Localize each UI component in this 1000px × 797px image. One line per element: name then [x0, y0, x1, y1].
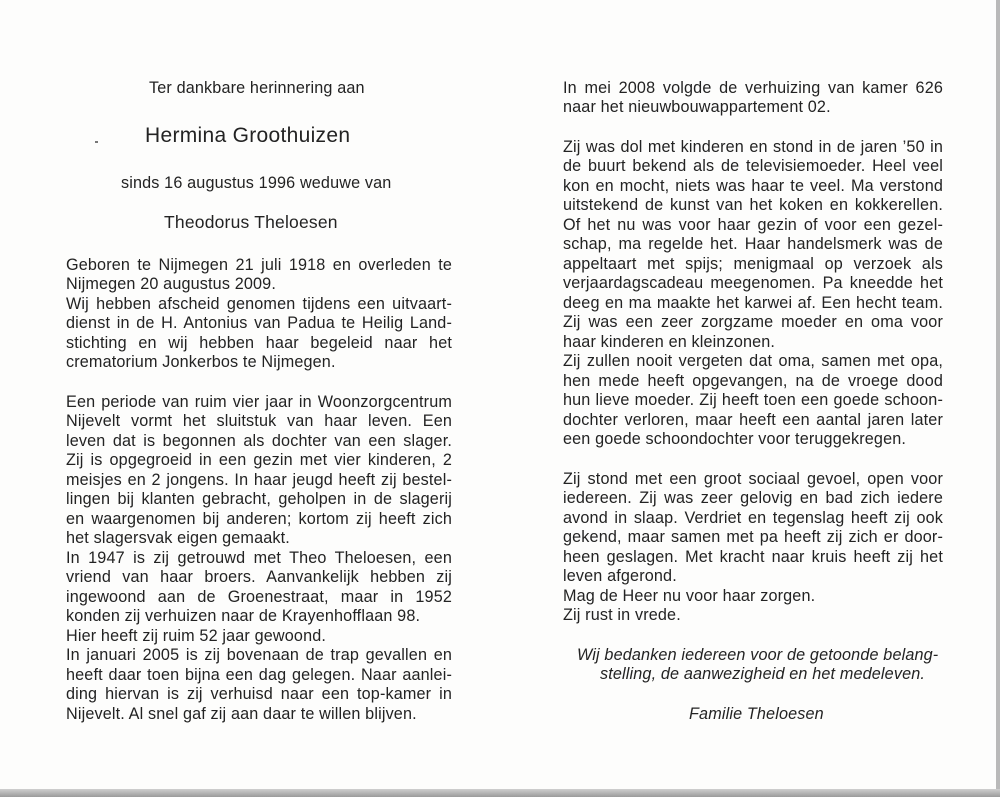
text-line: iedereen. Zij was zeer gelovig en bad zich iedere [563, 489, 943, 507]
text-line: crematorium Jonkerbos te Nijmegen. [66, 353, 336, 371]
text-line: Zij zullen nooit vergeten dat oma, samen met opa, [563, 352, 943, 370]
text-line: Een periode van ruim vier jaar in Woonzorgcentrum [66, 393, 452, 411]
text-line: Zij is opgegroeid in een gezin met vier kinderen, 2 [66, 451, 452, 469]
text-line: Zij was een zeer zorgzame moeder en oma voor [563, 313, 943, 331]
husband-name: Theodorus Theloesen [164, 212, 338, 232]
text-line: heeft daar toen bijna een dag gelegen. Naar aanlei- [66, 666, 452, 684]
text-line: appeltaart met spijs; menigmaal op verzoek als [563, 255, 943, 273]
text-line: Zij rust in vrede. [563, 606, 681, 624]
text-line: konden zij verhuizen naar de Krayenhofflaan 98. [66, 607, 421, 625]
text-line: haar kinderen en kleinzonen. [563, 333, 776, 351]
text-line: meisjes en 2 jongens. In haar jeugd heeft zij bestel- [66, 471, 452, 489]
text-line: naar het nieuwbouwappartement 02. [563, 98, 831, 116]
scan-edge-right [996, 0, 1000, 797]
text-line: Wij hebben afscheid genomen tijdens een uitvaart- [66, 295, 452, 313]
text-line: In 1947 is zij getrouwd met Theo Theloesen, een [66, 549, 452, 567]
family-signature: Familie Theloesen [689, 705, 824, 723]
text-line: ding hiervan is zij verhuisd naar een top-kamer in [66, 685, 452, 703]
text-line: deeg en ma maakte het karwei af. Een hecht team. [563, 294, 943, 312]
text-line: een goede schoondochter voor teruggekregen. [563, 430, 907, 448]
text-line: dochter verloren, maar heeft een aantal jaren later [563, 411, 943, 429]
text-line: In januari 2005 is zij bovenaan de trap gevallen en [66, 646, 452, 664]
text-line: dienst in de H. Antonius van Padua te Heilig Land- [66, 314, 452, 332]
print-speck [95, 141, 98, 143]
text-line: schap, ma regelde het. Haar handelsmerk was de [563, 235, 943, 253]
text-line: Nijevelt vormt het sluitstuk van haar leven. Een [66, 412, 452, 430]
text-line: leven dat is begonnen als dochter van een slager. [66, 432, 452, 450]
intro-line: Ter dankbare herinnering aan [149, 79, 365, 97]
text-line: de buurt bekend als de televisiemoeder. Heel veel [563, 157, 943, 175]
text-line: gekend, maar samen met pa heeft zij zich er door- [563, 528, 943, 546]
text-line: kon en mocht, niets was haar te veel. Ma verstond [563, 177, 943, 195]
thanks-line: Wij bedanken iedereen voor de getoonde belang- [577, 646, 939, 664]
text-line: het slagersvak eigen gemaakt. [66, 529, 290, 547]
text-line: In mei 2008 volgde de verhuizing van kamer 626 [563, 79, 943, 97]
text-line: Hier heeft zij ruim 52 jaar gewoond. [66, 627, 327, 645]
text-line: uitstekend de kunst van het koken en kokkerellen. [563, 196, 943, 214]
scan-edge-bottom [0, 789, 1000, 797]
text-line: Nijmegen 20 augustus 2009. [66, 275, 276, 293]
text-line: Mag de Heer nu voor haar zorgen. [563, 587, 816, 605]
text-line: leven afgerond. [563, 567, 677, 585]
text-line: stichting en wij hebben haar begeleid naar het [66, 334, 452, 352]
text-line: hen mede heeft opgevangen, na de vroege dood [563, 372, 943, 390]
widow-line: sinds 16 augustus 1996 weduwe van [121, 174, 392, 192]
text-line: lingen bij klanten gebracht, geholpen in de slagerij [66, 490, 452, 508]
text-line: ingewoond aan de Groenestraat, maar in 1952 [66, 588, 452, 606]
text-line: avond in slaap. Verdriet en tegenslag heeft zij ook [563, 509, 943, 527]
deceased-name: Hermina Groothuizen [145, 124, 351, 147]
text-line: Of het nu was voor haar gezin of voor een gezel- [563, 216, 943, 234]
text-line: verjaardagscadeau meegenomen. Pa kneedde het [563, 274, 943, 292]
text-line: Zij was dol met kinderen en stond in de jaren ’50 in [563, 138, 943, 156]
text-line: Nijevelt. Al snel gaf zij aan daar te willen blijven. [66, 705, 417, 723]
text-line: Zij stond met een groot sociaal gevoel, open voor [563, 470, 943, 488]
text-line: heen geslagen. Met kracht naar kruis heeft zij het [563, 548, 943, 566]
text-line: vriend van haar broers. Aanvankelijk hebben zij [66, 568, 452, 586]
thanks-line: stelling, de aanwezigheid en het medeleven. [600, 665, 926, 683]
text-line: Geboren te Nijmegen 21 juli 1918 en overleden te [66, 256, 452, 274]
text-line: hun lieve moeder. Zij heeft toen een goede schoon- [563, 391, 943, 409]
text-line: en waargenomen bij anderen; kortom zij heeft zich [66, 510, 452, 528]
